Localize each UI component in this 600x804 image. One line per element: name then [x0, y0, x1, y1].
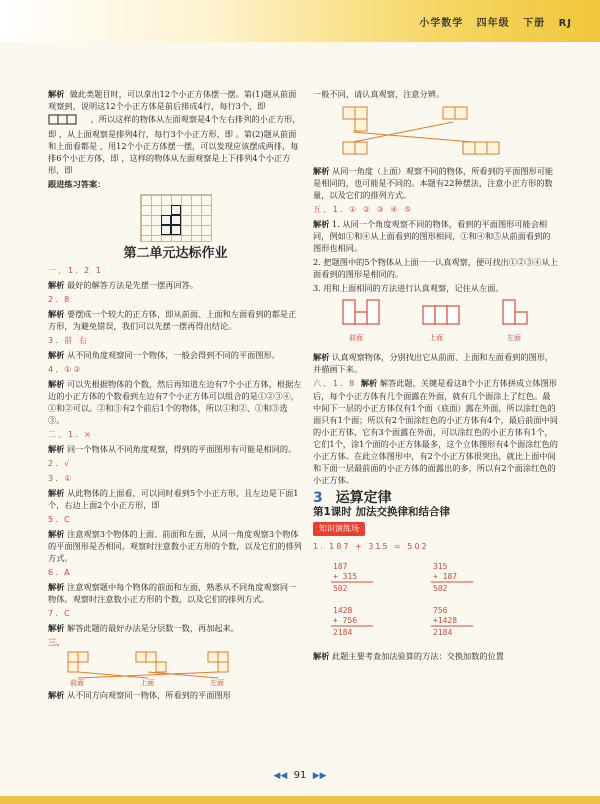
unit-title: [313, 492, 558, 504]
section-title: 第二单元达标作业: [123, 246, 228, 261]
answer-9: 6. A: [48, 568, 72, 577]
answer-grid: [140, 194, 212, 242]
answer-11: 三、: [48, 637, 65, 647]
explanation-1: 解析 做此类题目时，可以拿出12个小正方体摆一摆。第(1)题从前面观察到，说明这12个小正方体是前后排成4行，每行3个，即 ，所以这样的物体从左面观察是4个左右排列的小正方形，即 ，从上面观察是排列4行，每行3个小正方形，即 。第(2)题从前面和上面看都是 ，用12个小正方体摆一摆，可以发现应该摆成两排，每排6个小正方体，即 ，这样的物体从左面观察是上下排列4个小正方形，即: [48, 89, 301, 175]
explain-5: 同一个物体从不同角度观察，得到的平面图形有可能是相同的。: [67, 444, 297, 454]
calc-1: 1. 187 + 315 = 502: [313, 542, 429, 551]
section-tag: 知识演练场: [313, 522, 365, 536]
label-top: 上面: [140, 679, 154, 686]
svg-text:315: 315: [433, 562, 448, 571]
volume: 下册: [523, 18, 546, 29]
answer-r5: 六、1. 8: [313, 379, 361, 388]
prev-arrow-icon: ◀◀: [273, 771, 288, 781]
svg-text:+ 315: + 315: [333, 572, 358, 581]
svg-text:502: 502: [333, 584, 348, 593]
explain-note: 此题主要考查加法验算的方法：交换加数的位置: [332, 651, 504, 661]
answer-8: 5. C: [48, 515, 72, 524]
page-number: 91: [293, 770, 307, 781]
svg-text:502: 502: [433, 584, 448, 593]
svg-text:+ 756: + 756: [333, 616, 358, 625]
explain-2: 要摆成一个较大的正方体，即从前面、上面和左面看到的都是正方形，为避免错误，我们可以先摆一摆再得出结论。: [48, 309, 297, 331]
explain-r2: 从同一角度（上面）观察不同的物体，所看到的平面图形可能是相同的，也可能是不同的。本题有22种摆法，注意小正方形的数量，以及它们的排列方式。: [313, 166, 554, 200]
explain-4: 可以先根据物体的个数，然后再知道左边有7个小正方体，根据左边的小正方体的个数看到左边有7个小正方体可以组合的是①②③④，①和②可以。②和③有2个前后1个的物体，所以①和②、①和③选③。: [48, 379, 302, 425]
figure-row4: [48, 114, 88, 126]
svg-text:187: 187: [333, 562, 348, 571]
explain-10: 解答此题的最好办法是分层数一数，再加起来。: [67, 623, 239, 633]
explain-3: 从不同角度观察同一个物体，一般会得到不同的平面图形。: [67, 350, 280, 360]
follow-title: 跟进练习答案：: [48, 179, 106, 189]
views-figure: [313, 296, 553, 348]
svg-text:1428: 1428: [333, 606, 353, 615]
explain-11: 从不同方向观察同一物体，所看到的平面图形: [67, 690, 231, 700]
explain-r5: 解答此题，关键是看这8个小正方体拼成立体图形后，每个小正方体有几个面露在外面，就有几个面涂上了红色。最中间下一层的小正方体仅有1个面（底面）露在外面，所以涂红色的面只有1个面；所以有2个面涂红色的小正方体有4个，最后前面中间的小正方体，它有3个面露在外面，可以涂红色的小正方体有1个，它们1个，涂1个面的小正方体最多，这个立体图形有4个面涂红色的小正方体。在此立体图形中，有2个小正方体很突出，就比上面中间和下面一层最前面的小正方体的面露出的多，所以有2个面涂红色的小正方体。: [313, 378, 558, 485]
answer-7: 3. ①: [48, 474, 74, 483]
bottom-stripe: [0, 796, 600, 804]
answer-10: 7. C: [48, 609, 72, 618]
label-r-top: 上面: [429, 334, 443, 342]
grade: 四年级: [476, 18, 510, 29]
explain-8: 注意观察3个物体的上面、前面和左面，从同一角度观察3个物体的平面图形是否相同。观察时注意数小正方形的个数，以及它们的排列方式。: [48, 529, 302, 563]
unit-number: 3: [313, 490, 323, 506]
left-column: 解析 做此类题目时，可以拿出12个小正方体摆一摆。第(1)题从前面观察到，说明这12个小正方体是前后排成4行，每行3个，即 ，所以这样的物体从左面观察是4个左右排列的小正方形，即 ，从上面观察是排列4行，每行3个小正方形，即 。第(2)题从前面和上面看都是 ，用12个小正方体摆一摆，可以发现应该摆成两排，每排6个小正方体，即 ，这样的物体从左面观察是上下排列4个小正方形，即 跟进练习答案： 第二单元达标作业 一、1. 2 1 解析 最好的解答方法是先摆一摆再回答。 2. 8 解析 要摆成一个较大的正方体，即从前面、上面和左面看到的都是正方形，为避免错误，我们可以先摆一摆再得出结论。 3. 前 右 解析 从不同角度观察同一个物体，一般会得到不同的平面图形。 4. ①② 解析 可以先根据物体的个数，然后再知道左边有7个小正方体，根据左边的小正方体的个数看到左边有7个小正方体可以组合的是①②③④，①和②可以。②和③有2个前后1个的物体，所以①和②、①和③选③。 二、1. × 解析 同一个物体从不同角度观察，得到的平面图形有可能是相同的。 2. √ 3. ① 解析 从此物体的上面看，可以同时看到5个小正方形，且左边是下面1个，右边上面2个小正方形，即 5. C 解析 注意观察3个物体的上面、前面和左面，从同一角度观察3个物体的平面图形是否相同。观察时注意数小正方形的个数，以及它们的排列方式。 6. A 解析 注意观察题中每个物体的前面和左面，熟悉从不同角度观察同一物体。观察时注意数小正方形的个数，以及它们的排列方式。 7. C 解析 解答此题的最好办法是分层数一数，再加起来。 三、 前面 上面 左面 解析 从不同方向观察同一物体，所看到的平面图形: [48, 89, 302, 700]
page-footer: [0, 770, 600, 781]
label-r-front: 前面: [349, 334, 363, 342]
header-text: [419, 14, 572, 29]
edition: RJ: [558, 18, 572, 29]
explain-7: 从此物体的上面看，可以同时看到5个小正方形，且左边是下面1个，右边上面2个小正方形，即: [48, 488, 299, 510]
right-column: 一般不同，请认真观察，注意分辨。 解析 从同一角度（上面）观察不同的物体，所看到的平面图形可能是相同的，也可能是不同的。本题有22种摆法，注意小正方形的数量，以及它们的排列方式。 五、1. ① ② ③ ④ ⑤ 解析 1. 从同一个角度观察不同的物体，看到的平面图形可能会相同，例如①和④从上面看到的图形相同，①和④和⑤从前面看到的图形也相同。 2. 把题图中的5个物体从上面一一认真观察，便可找出①②③④从上面看到的图形是相同的。 3. 用和上面相同的方法进行认真观察，记住从左面。 前面 上面 左面 解析 认真观察物体，分别找出它从前面、上面和左面看到的图形，并描画下来。 六、1. 8 解析 解答此题，关键是看这8个小正方体拼成立体图形后，每个小正方体有几个面露在外面，就有几个面涂上了红色。最中间下一层的小正方体仅有1个面（底面）露在外面，所以涂红色的面只有1个面；所以有2个面涂红色的小正方体有4个，最后前面中间的小正方体，它有3个面露在外面，可以涂红色的小正方体有1个，它们1个，涂1个面的小正方体最多，这个立体图形有4个面涂红色的小正方体。在此立体图形中，有2个小正方体很突出，就比上面中间和下面一层最前面的小正方体的面露出的多，所以有2个面涂红色的小正方体。 3 运算定律 第1课时 加法交换律和结合律 知识演练场 1. 187 + 315 = 502 187 + 315 502 315 + 187 502 1428 + 756 2184 756 +1428 2184 解析 此题主要考查加法验算的方法：交换加数的位置: [313, 89, 558, 661]
explain-r3a: 1. 从同一个角度观察不同的物体，看到的平面图形可能会相同，例如①和④从上面看到的图形相同，①和④和⑤从前面看到的图形也相同。: [313, 219, 551, 253]
answer-4: 4. ①②: [48, 365, 83, 374]
svg-text:+ 187: + 187: [433, 572, 458, 581]
label-r-left: 左面: [507, 334, 521, 342]
explain-r4: 认真观察物体，分别找出它从前面、上面和左面看到的图形，并描画下来。: [313, 352, 554, 374]
answer-3: 3. 前 右: [48, 336, 89, 345]
label-left: 左面: [210, 679, 224, 686]
answer-5: 二、1. ×: [48, 430, 93, 439]
vertical-calcs: [313, 555, 553, 647]
unit-name: 运算定律: [335, 490, 392, 506]
subject: 小学数学: [419, 18, 464, 29]
svg-text:+1428: +1428: [433, 616, 458, 625]
cube-figures: [313, 102, 553, 162]
explain-r3b: 2. 把题图中的5个物体从上面一一认真观察，便可找出①②③④从上面看到的图形是相同的。: [313, 257, 558, 279]
answer-6: 2. √: [48, 459, 72, 468]
text-r1: 一般不同，请认真观察，注意分辨。: [313, 89, 445, 99]
explain-9: 注意观察题中每个物体的前面和左面，熟悉从不同角度观察同一物体。观察时注意数小正方形的个数，以及它们的排列方式。: [48, 582, 297, 604]
answer-1: 一、1. 2 1: [48, 266, 103, 275]
answer-2: 2. 8: [48, 295, 72, 304]
answer-r3: 五、1. ① ② ③ ④ ⑤: [313, 205, 414, 214]
explain-1: 最好的解答方法是先摆一摆再回答。: [67, 280, 199, 290]
next-arrow-icon: ▶▶: [312, 771, 327, 781]
label-front: 前面: [70, 679, 84, 686]
svg-text:756: 756: [433, 606, 448, 615]
explain-r3c: 3. 用和上面相同的方法进行认真观察，记住从左面。: [313, 283, 504, 293]
svg-text:2184: 2184: [333, 628, 353, 637]
lesson-title: 第1课时 加法交换律和结合律: [313, 506, 450, 518]
matching-figure: [48, 650, 248, 686]
page-header: [0, 0, 600, 42]
svg-text:2184: 2184: [433, 628, 453, 637]
